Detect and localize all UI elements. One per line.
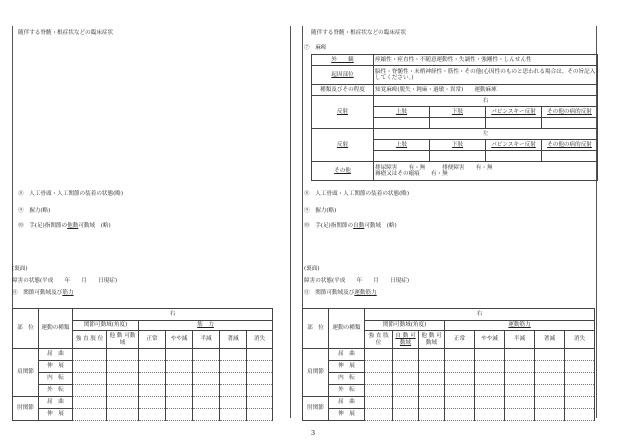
movement-name: 伸 展 xyxy=(329,409,365,421)
entry-cell[interactable] xyxy=(565,373,595,385)
movement-name: 伸 展 xyxy=(39,361,73,373)
entry-cell[interactable] xyxy=(166,373,193,385)
entry-cell[interactable] xyxy=(475,349,505,361)
movement-name: 屈 曲 xyxy=(329,397,365,409)
col-active-rom: 自 動 可動域 xyxy=(393,331,419,349)
entry-cell[interactable] xyxy=(107,409,139,421)
entry-cell[interactable] xyxy=(166,349,193,361)
reflex-r-lower: 下肢 xyxy=(430,107,486,118)
entry-cell[interactable] xyxy=(445,349,475,361)
col-kind: 運動の種類 xyxy=(39,309,73,349)
joint-name: 肘関節 xyxy=(303,397,329,421)
section-9: ⑨ 握力(略) xyxy=(18,208,51,214)
entry-cell[interactable] xyxy=(393,349,419,361)
entry-cell[interactable] xyxy=(107,385,139,397)
disability-status: 障害の状態(平成 年 月 日現症) xyxy=(304,278,410,284)
power-absent: 消失 xyxy=(247,331,273,349)
col-site: 部 位 xyxy=(303,309,329,349)
entry-cell[interactable] xyxy=(166,409,193,421)
section-7-paralysis: ⑦ 麻痺 xyxy=(304,45,327,51)
other-value xyxy=(374,162,598,181)
entry-cell[interactable] xyxy=(535,385,565,397)
entry-cell[interactable] xyxy=(193,397,220,409)
entry-cell[interactable] xyxy=(393,361,419,373)
reflex-l-lower: 下肢 xyxy=(430,140,486,151)
power-normal: 正常 xyxy=(139,331,166,349)
other-line-2: 褥瘡又はその瘢痕 有・無 xyxy=(375,171,448,177)
table-row xyxy=(303,409,595,421)
col-ankylosis: 強 直 肢 位 xyxy=(73,331,107,349)
power-half: 半減 xyxy=(505,331,535,349)
entry-cell[interactable] xyxy=(445,385,475,397)
reflex-left-label: 反射 xyxy=(312,129,374,162)
section-10-passive: 他動 xyxy=(67,223,79,229)
entry-cell[interactable] xyxy=(220,397,247,409)
entry-cell[interactable] xyxy=(445,373,475,385)
section-9: ⑨ 握力(略) xyxy=(304,208,337,214)
entry-cell[interactable] xyxy=(535,349,565,361)
entry-cell[interactable] xyxy=(505,409,535,421)
clinical-symptoms-header: 随伴する脊髄・根症状などの臨床症状 xyxy=(311,30,407,36)
entry-cell[interactable] xyxy=(193,373,220,385)
col-passive-rom: 他 動 可動域 xyxy=(419,331,445,349)
reverse-side-label: (裏面) xyxy=(12,266,28,272)
entry-cell[interactable] xyxy=(139,397,166,409)
entry-cell[interactable] xyxy=(505,385,535,397)
section-11-label: ⑪ 関節可動域及び xyxy=(304,290,355,296)
reflex-r-upper: 上肢 xyxy=(374,107,430,118)
reflex-l-upper: 上肢 xyxy=(374,140,430,151)
table-row xyxy=(13,385,273,397)
section-8: ⑧ 人工骨頭・人工関節の装着の状態(略) xyxy=(304,191,410,197)
entry-cell[interactable] xyxy=(107,349,139,361)
movement-name: 外 転 xyxy=(329,385,365,397)
entry-cell[interactable] xyxy=(247,409,273,421)
table-row xyxy=(303,361,595,373)
entry-cell[interactable] xyxy=(73,373,107,385)
movement-name: 伸 展 xyxy=(39,409,73,421)
entry-cell[interactable] xyxy=(419,349,445,361)
col-passive-rom: 他 動 可動域 xyxy=(107,331,139,349)
entry-cell[interactable] xyxy=(220,409,247,421)
entry-cell[interactable] xyxy=(365,361,393,373)
entry-cell[interactable] xyxy=(73,409,107,421)
entry-cell[interactable] xyxy=(247,397,273,409)
section-11-label: ⑪ 関節可動域及び xyxy=(12,290,63,296)
entry-cell[interactable] xyxy=(73,361,107,373)
entry-cell[interactable] xyxy=(505,373,535,385)
entry-cell[interactable] xyxy=(193,349,220,361)
section-10-active: 自動 xyxy=(353,223,365,229)
entry-cell[interactable] xyxy=(220,361,247,373)
joint-name: 肘関節 xyxy=(13,397,39,421)
power-normal: 正常 xyxy=(445,331,475,349)
entry-cell[interactable] xyxy=(166,385,193,397)
movement-name: 屈 曲 xyxy=(39,349,73,361)
entry-cell[interactable] xyxy=(73,397,107,409)
table-row xyxy=(13,409,273,421)
entry-cell[interactable] xyxy=(419,409,445,421)
entry-cell[interactable] xyxy=(505,349,535,361)
movement-name: 内 転 xyxy=(329,373,365,385)
entry-cell[interactable] xyxy=(565,385,595,397)
entry-cell[interactable] xyxy=(73,349,107,361)
col-rom: 関節可動域(角度) xyxy=(73,321,139,331)
page-number: 3 xyxy=(311,429,316,437)
entry-cell[interactable] xyxy=(535,373,565,385)
entry-cell[interactable] xyxy=(107,361,139,373)
right-page xyxy=(302,0,602,420)
side-right: 右 xyxy=(73,309,273,321)
entry-cell[interactable] xyxy=(393,397,419,409)
rom-table-left xyxy=(12,308,273,421)
section-10-tail: 可動域 (略) xyxy=(364,223,397,229)
entry-cell[interactable] xyxy=(247,361,273,373)
entry-cell[interactable] xyxy=(365,397,393,409)
col-kind: 運動の種類 xyxy=(329,309,365,349)
entry-cell[interactable] xyxy=(475,373,505,385)
section-10 xyxy=(18,223,111,230)
movement-name: 内 転 xyxy=(39,373,73,385)
entry-cell[interactable] xyxy=(445,361,475,373)
col-power: 筋 力 xyxy=(139,321,273,331)
reflex-r-other: その他の病的反射 xyxy=(542,107,598,118)
table-row xyxy=(13,397,273,409)
section-10-label: ⑩ 手(足)指関節の xyxy=(18,223,68,229)
entry-cell[interactable] xyxy=(247,385,273,397)
power-slight: やや減 xyxy=(475,331,505,349)
appearance-value: 痙縮性・痙直性・不随意運動性・失調性・強剛性・しんせん性 xyxy=(374,55,598,66)
power-absent: 消失 xyxy=(565,331,595,349)
type-label: 種類及びその程度 xyxy=(312,85,374,96)
reflex-right-label: 反射 xyxy=(312,96,374,129)
entry-cell[interactable] xyxy=(475,361,505,373)
movement-name: 外 転 xyxy=(39,385,73,397)
table-row xyxy=(13,349,273,361)
clinical-symptoms-header: 随伴する脊髄・根症状などの臨床症状 xyxy=(18,30,114,36)
entry-cell[interactable] xyxy=(139,385,166,397)
section-10 xyxy=(304,223,397,230)
entry-cell[interactable] xyxy=(107,397,139,409)
entry-cell[interactable] xyxy=(220,385,247,397)
entry-cell[interactable] xyxy=(365,349,393,361)
type-value: 知覚麻痺(脱失・鈍麻・過敏・異常) 運動麻痺 xyxy=(374,85,598,96)
entry-cell[interactable] xyxy=(393,409,419,421)
col-power: 運動筋力 xyxy=(445,321,595,331)
entry-cell[interactable] xyxy=(166,361,193,373)
joint-name: 肩関節 xyxy=(13,349,39,397)
entry-cell[interactable] xyxy=(505,361,535,373)
entry-cell[interactable] xyxy=(475,397,505,409)
movement-name: 屈 曲 xyxy=(39,397,73,409)
entry-cell[interactable] xyxy=(475,385,505,397)
section-10-label: ⑩ 手(足)指関節の xyxy=(304,223,354,229)
origin-label: 起因部位 xyxy=(312,66,374,85)
disability-status: 障害の状態(平成 年 月 日現症) xyxy=(12,278,118,284)
entry-cell[interactable] xyxy=(505,397,535,409)
section-11 xyxy=(304,290,377,297)
entry-cell[interactable] xyxy=(445,409,475,421)
origin-value: 脳性・脊髄性・末梢神経性・筋性・その他(心因性のものと思われる場合は、その旨記入してください。) xyxy=(374,66,598,85)
table-row xyxy=(13,361,273,373)
entry-cell[interactable] xyxy=(220,349,247,361)
entry-cell[interactable] xyxy=(247,373,273,385)
joint-name: 肩関節 xyxy=(303,349,329,397)
entry-cell[interactable] xyxy=(166,397,193,409)
section-10-tail: 可動域 (略) xyxy=(78,223,111,229)
entry-cell[interactable] xyxy=(419,385,445,397)
table-row xyxy=(303,373,595,385)
movement-name: 屈 曲 xyxy=(329,349,365,361)
entry-cell[interactable] xyxy=(193,385,220,397)
entry-cell[interactable] xyxy=(139,409,166,421)
entry-cell[interactable] xyxy=(139,361,166,373)
col-ankylosis: 強 直 肢 位 xyxy=(365,331,393,349)
entry-cell[interactable] xyxy=(139,373,166,385)
right-margin-line xyxy=(290,26,291,418)
entry-cell[interactable] xyxy=(193,409,220,421)
section-11-power: 筋力 xyxy=(62,290,74,296)
entry-cell[interactable] xyxy=(535,397,565,409)
reverse-side-label: (裏面) xyxy=(304,266,320,272)
entry-cell[interactable] xyxy=(565,349,595,361)
col-rom: 関節可動域(角度) xyxy=(365,321,445,331)
entry-cell[interactable] xyxy=(393,385,419,397)
reflex-l-other: その他の病的反射 xyxy=(542,140,598,151)
paralysis-table xyxy=(311,54,598,181)
left-page xyxy=(0,0,300,420)
section-11 xyxy=(12,290,74,297)
entry-cell[interactable] xyxy=(419,361,445,373)
entry-cell[interactable] xyxy=(393,373,419,385)
other-line-1: 排尿障害 有・無 排便障害 有・無 xyxy=(375,164,493,171)
power-marked: 著減 xyxy=(535,331,565,349)
power-marked: 著減 xyxy=(220,331,247,349)
entry-cell[interactable] xyxy=(247,349,273,361)
reflex-right-side: 右 xyxy=(374,96,598,107)
table-row xyxy=(303,349,595,361)
entry-cell[interactable] xyxy=(107,373,139,385)
col-site: 部 位 xyxy=(13,309,39,349)
entry-cell[interactable] xyxy=(73,385,107,397)
entry-cell[interactable] xyxy=(565,397,595,409)
rom-table-right xyxy=(302,308,595,421)
table-row xyxy=(303,397,595,409)
side-right: 右 xyxy=(365,309,595,321)
entry-cell[interactable] xyxy=(475,409,505,421)
power-half: 半減 xyxy=(193,331,220,349)
entry-cell[interactable] xyxy=(535,409,565,421)
entry-cell[interactable] xyxy=(365,385,393,397)
reflex-r-babinski: バビンスキー反射 xyxy=(486,107,542,118)
appearance-label: 外 観 xyxy=(312,55,374,66)
section-11-power: 運動筋力 xyxy=(354,290,377,296)
section-8: ⑧ 人工骨頭・人工関節の装着の状態(略) xyxy=(18,191,124,197)
entry-cell[interactable] xyxy=(565,409,595,421)
entry-cell[interactable] xyxy=(419,373,445,385)
table-row xyxy=(303,385,595,397)
movement-name: 伸 展 xyxy=(329,361,365,373)
entry-cell[interactable] xyxy=(220,373,247,385)
entry-cell[interactable] xyxy=(445,397,475,409)
entry-cell[interactable] xyxy=(193,361,220,373)
entry-cell[interactable] xyxy=(365,373,393,385)
reflex-l-babinski: バビンスキー反射 xyxy=(486,140,542,151)
reflex-left-side: 左 xyxy=(374,129,598,140)
entry-cell[interactable] xyxy=(565,361,595,373)
entry-cell[interactable] xyxy=(365,409,393,421)
entry-cell[interactable] xyxy=(139,349,166,361)
entry-cell[interactable] xyxy=(419,397,445,409)
table-row xyxy=(13,373,273,385)
power-slight: やや減 xyxy=(166,331,193,349)
other-label: その他 xyxy=(312,162,374,181)
entry-cell[interactable] xyxy=(535,361,565,373)
